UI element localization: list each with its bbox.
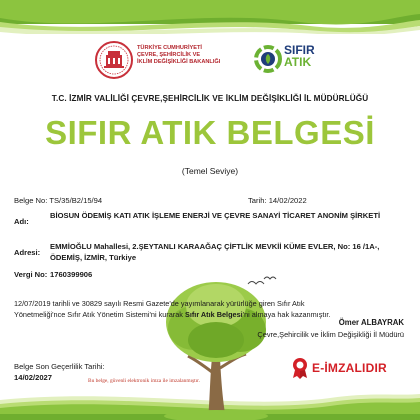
- certificate-number: [14, 196, 102, 205]
- directorate-heading: T.C. İZMİR VALİLİĞİ ÇEVRE,ŞEHİRCİLİK VE İKLİM DEĞİŞİKLİĞİ İL MÜDÜRLÜĞÜ: [51, 94, 369, 103]
- logo-word-sifir: SIFIR: [284, 43, 315, 57]
- certificate-date-value: 14/02/2022: [268, 196, 307, 205]
- certificate-date: [248, 196, 307, 205]
- tax-number-label: Vergi No:: [14, 270, 48, 279]
- ministry-emblem-icon: [94, 40, 134, 80]
- certificate-level: (Temel Seviye): [181, 166, 239, 176]
- signer-name: Ömer ALBAYRAK: [338, 318, 404, 327]
- statement-highlight: Sıfır Atık Belgesi: [184, 310, 243, 319]
- top-green-band: [0, 0, 420, 34]
- holder-name: BİOSUN ÖDEMİŞ KATI ATIK İŞLEME ENERJİ VE ÇEVRE SANAYİ TİCARET ANONİM ŞİRKETİ: [50, 211, 381, 220]
- logo-word-atik: ATIK: [284, 55, 312, 69]
- certificate-number-label: Belge No:: [14, 196, 48, 205]
- certificate-date-label: Tarih:: [248, 196, 267, 205]
- holder-name-label: Adı:: [14, 217, 29, 226]
- ministry-line-1: TÜRKİYE CUMHURİYETİ: [137, 45, 202, 51]
- secure-signature-note: Bu belge, güvenli elektronik imza ile imzalanmıştır.: [88, 378, 200, 384]
- sifir-atik-logo-text: [284, 44, 315, 68]
- ministry-line-3: İKLİM DEĞİŞİKLİĞİ BAKANLIĞI: [137, 59, 221, 65]
- ministry-name: [137, 45, 247, 66]
- e-signature-stamp-icon: [291, 357, 309, 379]
- holder-address-label: Adresi:: [14, 248, 41, 257]
- e-signature-label: E-İMZALIDIR: [312, 361, 387, 375]
- statement-part-2: 'ni almaya hak kazanmıştır.: [242, 310, 331, 319]
- ministry-line-2: ÇEVRE, ŞEHİRCİLİK VE: [137, 52, 201, 58]
- tax-number: 1760399906: [50, 270, 93, 279]
- certificate-title: SIFIR ATIK BELGESİ: [45, 114, 375, 151]
- signer-title: Çevre,Şehircilik ve İklim Değişikliği İl Müdürü: [257, 330, 404, 339]
- certificate-statement: [14, 298, 344, 320]
- sifir-atik-logo-icon: [254, 45, 282, 73]
- birds-icon: [244, 274, 284, 294]
- validity-date: 14/02/2027: [14, 373, 53, 382]
- certificate-number-value: TS/35/B2/15/94: [49, 196, 103, 205]
- holder-address: EMMİOĞLU Mahallesi, 2.ŞEYTANLI KARAAĞAÇ ÇİFTLİK MEVKİİ KÜME EVLER, No: 16 /1A-, ÖDEMİŞ, İZMİR, Türkiye: [50, 242, 380, 262]
- validity-label: Belge Son Geçerlilik Tarihi:: [14, 362, 105, 371]
- statement-part-1: 12/07/2019 tarihli ve 30829 sayılı Resmi Gazete'de yayımlanarak yürürlüğe giren Sıfır Atık Yönetmeliği'nce Sıfır Atık Yönetim Sistemi'ni kurarak: [14, 299, 305, 319]
